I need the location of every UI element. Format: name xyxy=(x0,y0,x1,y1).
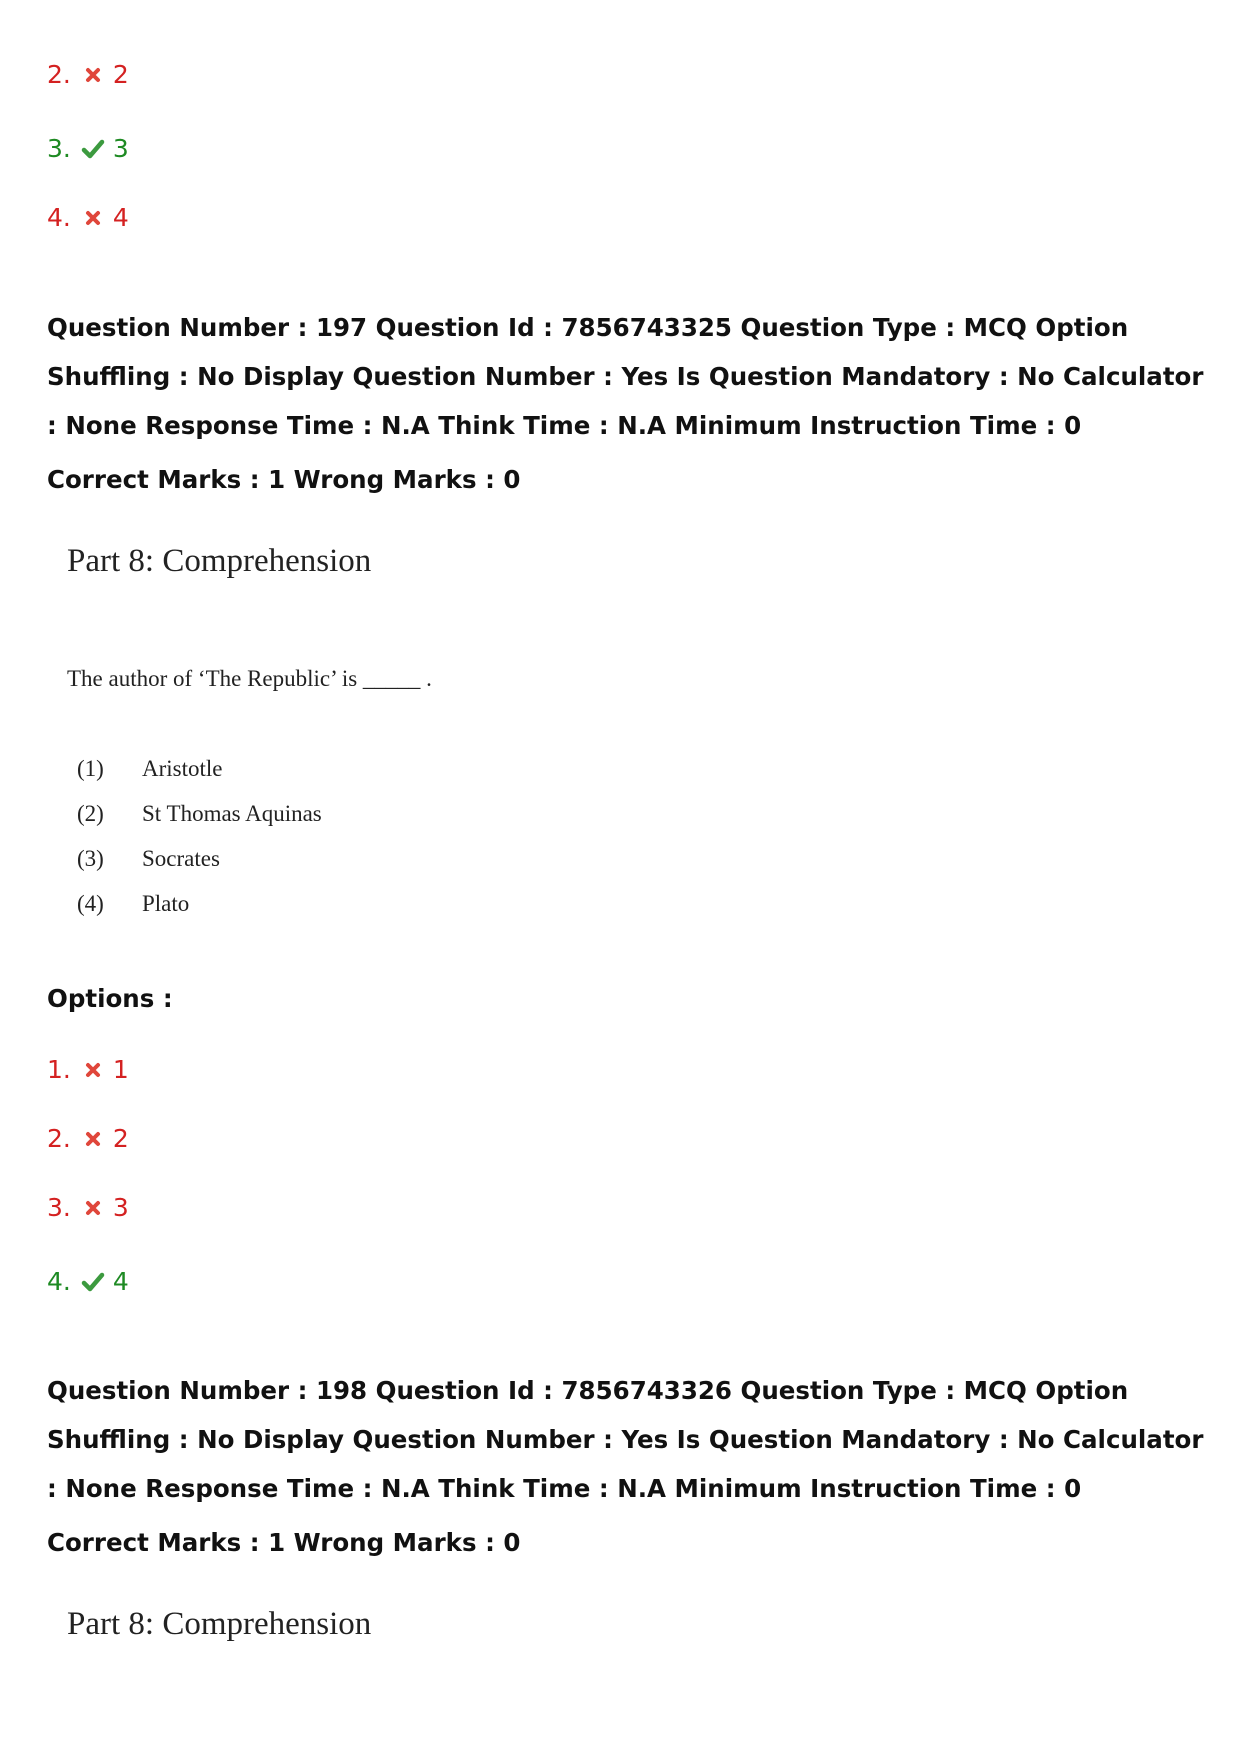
option-number: 3. xyxy=(47,134,71,163)
choice-number: (4) xyxy=(77,891,104,916)
question-197-marks: Correct Marks : 1 Wrong Marks : 0 xyxy=(47,465,521,494)
cross-icon xyxy=(79,1056,107,1084)
option-value: 3 xyxy=(112,134,129,163)
choice-text: Aristotle xyxy=(142,756,223,781)
option-value: 3 xyxy=(112,1193,129,1222)
prev-option-2 xyxy=(47,60,129,90)
option-value: 2 xyxy=(112,60,129,89)
question-198-meta: Question Number : 198 Question Id : 7856743326 Question Type : MCQ Option Shuffling : No Display Question Number : Yes Is Question Mandatory : No Calculator : None Response Time : N.A Think Time : N.A Minimum Instruction Time : 0 xyxy=(47,1376,1204,1503)
option-number: 4. xyxy=(47,1267,71,1296)
question-198-marks: Correct Marks : 1 Wrong Marks : 0 xyxy=(47,1528,521,1557)
question-197-part-title: Part 8: Comprehension xyxy=(67,543,372,579)
cross-icon xyxy=(79,1125,107,1153)
option-number: 4. xyxy=(47,203,71,232)
cross-icon xyxy=(79,61,107,89)
option-3 xyxy=(47,1193,129,1223)
option-value: 4 xyxy=(112,1267,129,1296)
choice-number: (2) xyxy=(77,801,104,826)
choice-number: (1) xyxy=(77,756,104,781)
choice-text: Plato xyxy=(142,891,190,916)
option-1 xyxy=(47,1055,129,1085)
choice-text: Socrates xyxy=(142,846,220,871)
question-197-meta: Question Number : 197 Question Id : 7856743325 Question Type : MCQ Option Shuffling : No Display Question Number : Yes Is Question Mandatory : No Calculator : None Response Time : N.A Think Time : N.A Minimum Instruction Time : 0 xyxy=(47,313,1204,440)
option-number: 1. xyxy=(47,1055,71,1084)
option-value: 2 xyxy=(112,1124,129,1153)
cross-icon xyxy=(79,204,107,232)
options-label: Options : xyxy=(47,984,173,1013)
choice-text: St Thomas Aquinas xyxy=(142,801,322,826)
question-198-part-title: Part 8: Comprehension xyxy=(67,1606,372,1642)
option-4 xyxy=(47,1267,129,1297)
option-number: 2. xyxy=(47,1124,71,1153)
option-number: 2. xyxy=(47,60,71,89)
option-number: 3. xyxy=(47,1193,71,1222)
option-value: 1 xyxy=(112,1055,129,1084)
option-2 xyxy=(47,1124,129,1154)
choice-number: (3) xyxy=(77,846,104,871)
check-icon xyxy=(79,135,107,163)
prev-option-3 xyxy=(47,134,129,164)
prev-option-4 xyxy=(47,203,129,233)
question-197-text: The author of ‘The Republic’ is _____ . xyxy=(67,666,432,691)
cross-icon xyxy=(79,1194,107,1222)
option-value: 4 xyxy=(112,203,129,232)
check-icon xyxy=(79,1268,107,1296)
